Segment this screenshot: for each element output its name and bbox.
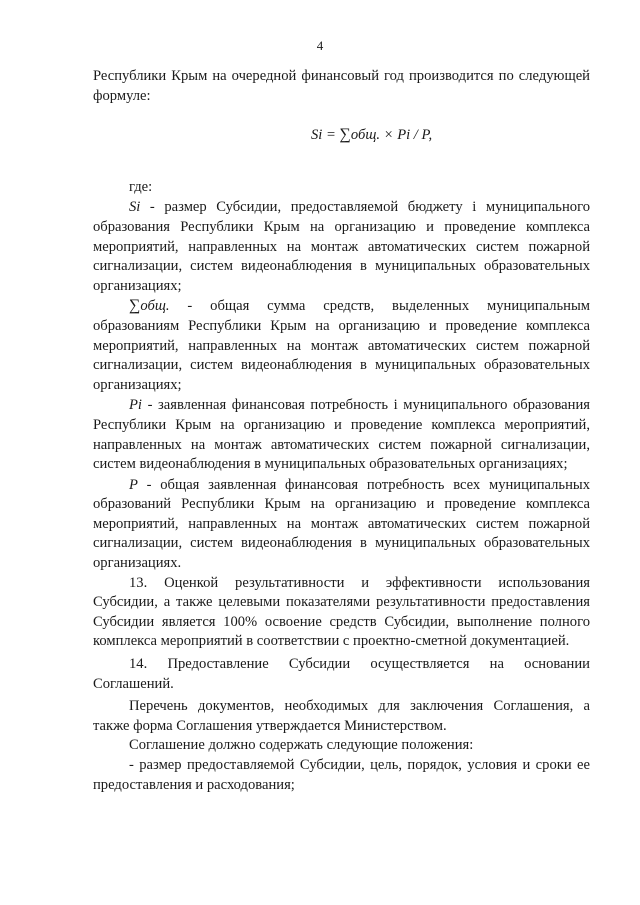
definition-text: - размер Субсидии, предоставляемой бюджету i муниципального образования Республики Крым на организацию и проведение комплекса мероприятий, направленных на монтаж автоматических систем пожарной сигнализации, систем видеонаблюдения в муниципальных образовательных организациях; <box>93 199 590 294</box>
document-body <box>93 67 590 795</box>
definition-pi <box>93 395 590 474</box>
formula-sum: общ. <box>350 127 381 144</box>
definition-si <box>93 197 590 296</box>
formula-rhs: Pi / P, <box>397 127 433 144</box>
definition-text: - общая заявленная финансовая потребность всех муниципальных образований Республики Крым на организацию и проведение комплекса мероприятий, направленных на монтаж автоматических систем пожарной сигнализации, систем видеонаблюдения в муниципальных образовательных организациях. <box>93 476 590 572</box>
where-label: где: <box>129 178 153 195</box>
definition-text: - общая сумма средств, выделенных муниципальным образованиям Республики Крым на организацию и проведение комплекса мероприятий, направленных на монтаж автоматических систем пожарной сигнализации, систем видеонаблюдения в муниципальных образовательных организациях; <box>93 298 590 393</box>
formula-lhs: Si <box>311 127 323 144</box>
intro-paragraph: Республики Крым на очередной финансовый год производится по следующей формуле: <box>93 68 590 104</box>
definition-text: - заявленная финансовая потребность i муниципального образования Республики Крым на организацию и проведение комплекса мероприятий, направленных на монтаж автоматических систем пожарной сигнализации, систем видеонаблюдения в муниципальных образовательных организациях; <box>93 397 590 473</box>
formula <box>93 125 590 146</box>
paragraph-13: 13. Оценкой результативности и эффективности использования Субсидии, а также целевыми показателями результативности предоставления Субсидии является 100% освоение средств Субсидии, выполнение полного комплекса мероприятий в соответствии с проектно-сметной документацией. <box>93 574 590 650</box>
paragraph-agreement-contents: Соглашение должно содержать следующие положения: <box>129 737 474 754</box>
formula-sigma: ∑ <box>339 126 351 144</box>
list-item: - размер предоставляемой Субсидии, цель, порядок, условия и сроки ее предоставления и расходования; <box>93 757 590 793</box>
formula-equals: = <box>322 127 340 144</box>
paragraph-documents: Перечень документов, необходимых для заключения Соглашения, а также форма Соглашения утверждается Министерством. <box>93 698 590 734</box>
definition-term: общ. <box>140 298 170 315</box>
definition-p <box>93 475 590 574</box>
definition-term: P <box>129 476 138 493</box>
page-number: 4 <box>316 38 324 53</box>
formula-times: × <box>380 127 398 144</box>
definition-sigma: ∑ <box>129 297 141 315</box>
paragraph-14: 14. Предоставление Субсидии осуществляется на основании Соглашений. <box>93 656 590 692</box>
definition-term: Si <box>129 199 141 216</box>
definition-term: Pi <box>129 397 142 414</box>
definition-sum-total <box>93 296 590 395</box>
